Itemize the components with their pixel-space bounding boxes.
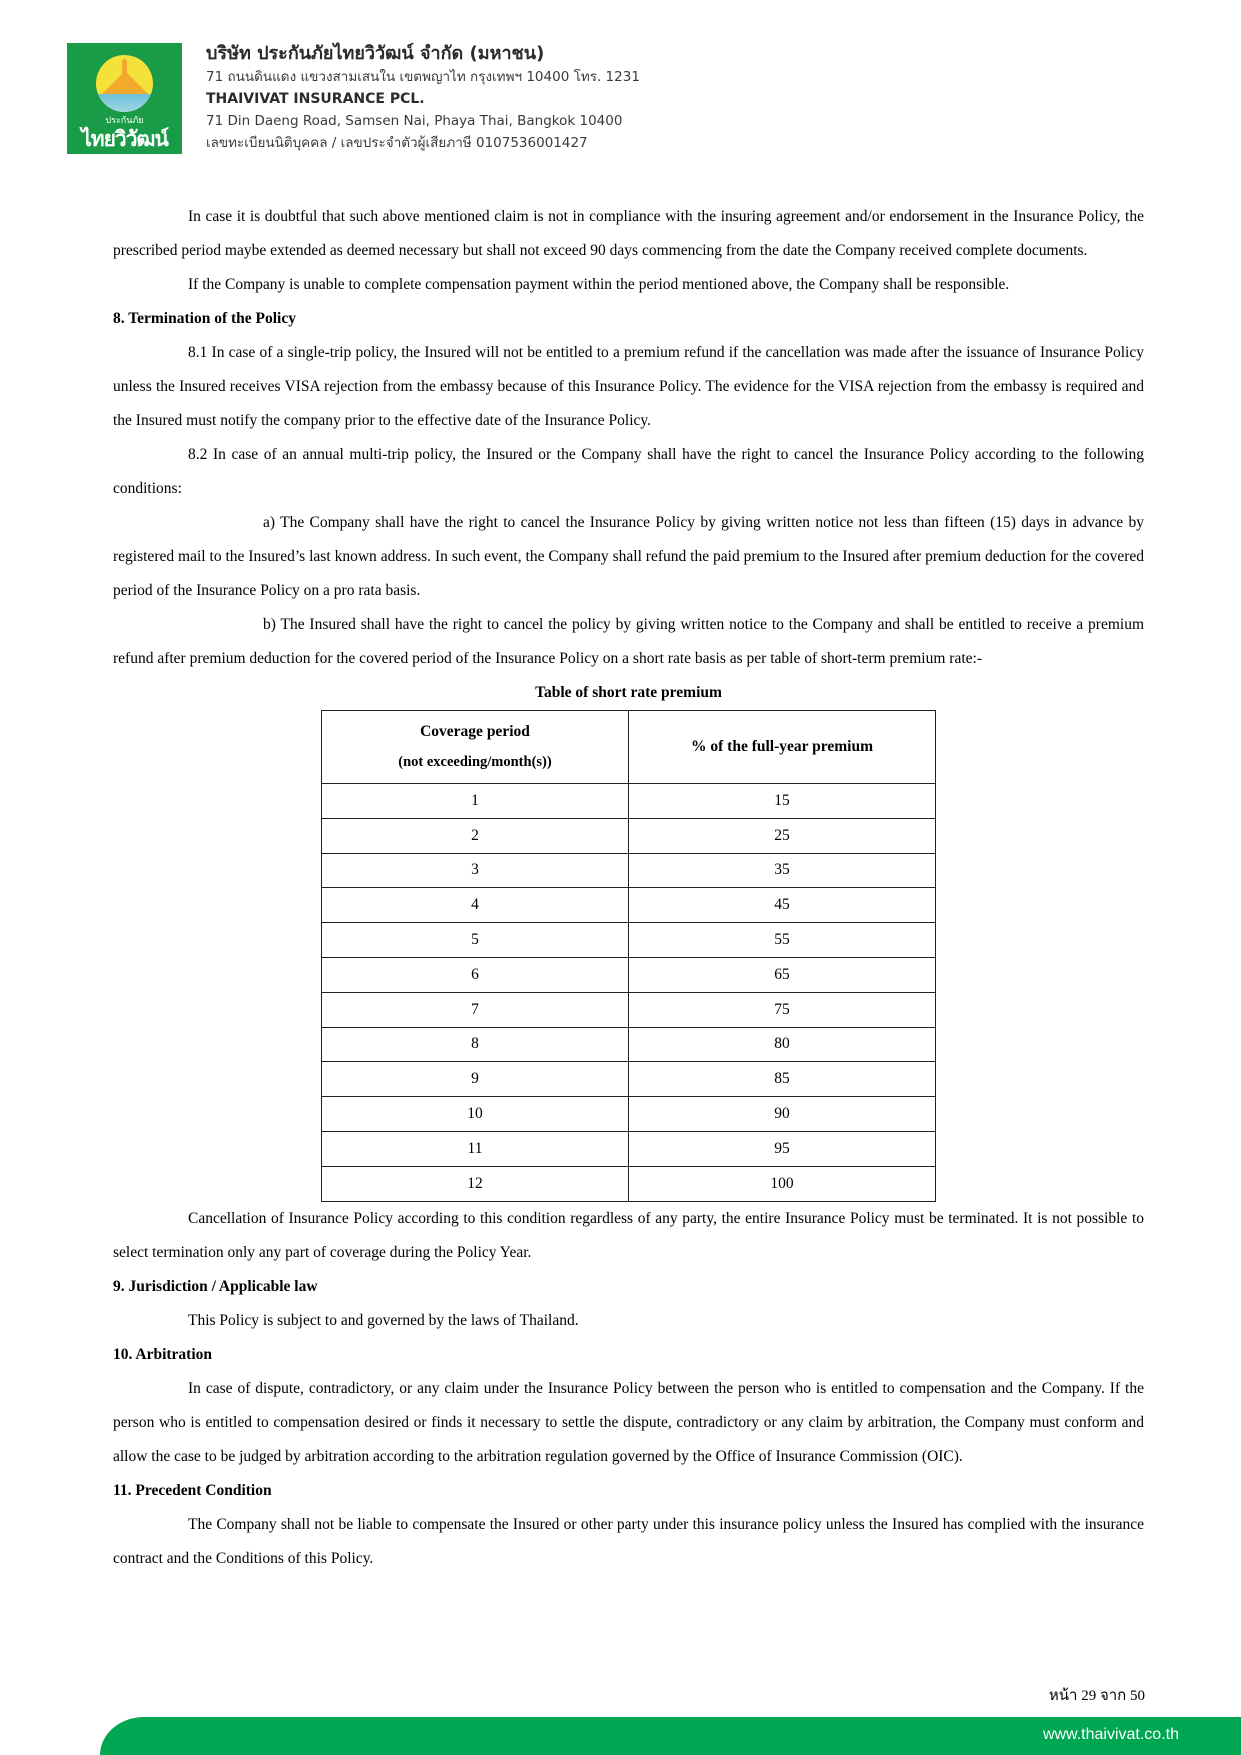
table-row: 11 95 [322, 1131, 936, 1166]
section-11-text: The Company shall not be liable to compensate the Insured or other party under this insurance policy unless the Insured has complied with the insurance contract and the Conditions of this Policy. [113, 1515, 1144, 1567]
document-body [113, 200, 1144, 1576]
table-row: 6 65 [322, 957, 936, 992]
company-logo [67, 43, 182, 154]
logo-big-text: ไทยวิวัฒน์ [81, 127, 168, 151]
section-11-heading: 11. Precedent Condition [113, 1481, 272, 1499]
table-row: 10 90 [322, 1097, 936, 1132]
paragraph-responsibility: If the Company is unable to complete compensation payment within the period mentioned above, the Company shall be responsible. [188, 276, 1010, 293]
section-9-heading: 9. Jurisdiction / Applicable law [113, 1277, 318, 1295]
company-name-english: THAIVIVAT INSURANCE PCL. [206, 91, 425, 107]
sun-temple-icon [96, 55, 153, 112]
table-row: 9 85 [322, 1062, 936, 1097]
page-number: หน้า 29 จาก 50 [1048, 1688, 1145, 1704]
company-name-thai: บริษัท ประกันภัยไทยวิวัฒน์ จำกัด (มหาชน) [206, 43, 545, 64]
address-english: 71 Din Daeng Road, Samsen Nai, Phaya Thai, Bangkok 10400 [206, 113, 623, 129]
tax-id: เลขทะเบียนนิติบุคคล / เลขประจำตัวผู้เสียภาษี 0107536001427 [206, 135, 588, 151]
logo-small-text: ประกันภัย [105, 116, 144, 126]
clause-8-2-a: a) The Company shall have the right to cancel the Insurance Policy by giving written notice not less than fifteen (15) days in advance by registered mail to the Insured’s last known address. In such event, the Company shall refund the paid premium to the Insured after premium deduction for the covered period of the Insurance Policy on a pro rata basis. [113, 514, 1144, 599]
section-9-text: This Policy is subject to and governed by the laws of Thailand. [188, 1311, 579, 1329]
section-8-heading: 8. Termination of the Policy [113, 310, 296, 327]
short-rate-table [321, 710, 936, 1202]
company-letterhead [206, 42, 640, 154]
table-row: 2 25 [322, 818, 936, 853]
column-header-percent: % of the full-year premium [629, 711, 936, 784]
section-10-heading: 10. Arbitration [113, 1345, 213, 1363]
cancellation-note: Cancellation of Insurance Policy according to this condition regardless of any party, the entire Insurance Policy must be terminated. It is not possible to select termination only any part of coverage during the Policy Year. [113, 1209, 1144, 1261]
clause-8-2: 8.2 In case of an annual multi-trip policy, the Insured or the Company shall have the right to cancel the Insurance Policy according to the following conditions: [113, 446, 1144, 497]
address-thai: 71 ถนนดินแดง แขวงสามเสนใน เขตพญาไท กรุงเทพฯ 10400 โทร. 1231 [206, 69, 640, 85]
clause-8-2-b: b) The Insured shall have the right to cancel the policy by giving written notice to the Company and shall be entitled to receive a premium refund after premium deduction for the covered period of the Insurance Policy on a short rate basis as per table of short-term premium rate:- [113, 616, 1144, 667]
table-row: 4 45 [322, 888, 936, 923]
clause-8-1: 8.1 In case of a single-trip policy, the Insured will not be entitled to a premium refund if the cancellation was made after the issuance of Insurance Policy unless the Insured receives VISA rejection from the embassy because of this Insurance Policy. The evidence for the VISA rejection from the embassy is required and the Insured must notify the company prior to the effective date of the Insurance Policy. [113, 344, 1144, 429]
website-link[interactable]: www.thaivivat.co.th [1042, 1726, 1179, 1743]
table-row: 7 75 [322, 992, 936, 1027]
section-10-text: In case of dispute, contradictory, or any claim under the Insurance Policy between the person who is entitled to compensation and the Company. If the person who is entitled to compensation desired or finds it necessary to settle the dispute, contradictory or any claim by arbitration, the Company must conform and allow the case to be judged by arbitration according to the arbitration regulation governed by the Office of Insurance Commission (OIC). [113, 1379, 1144, 1465]
table-row: 12 100 [322, 1166, 936, 1201]
table-row: 1 15 [322, 784, 936, 819]
table-row: 8 80 [322, 1027, 936, 1062]
paragraph-extension: In case it is doubtful that such above mentioned claim is not in compliance with the insuring agreement and/or endorsement in the Insurance Policy, the prescribed period maybe extended as deemed necessary but shall not exceed 90 days commencing from the date the Company received complete documents. [113, 208, 1144, 259]
table-row: 5 55 [322, 923, 936, 958]
column-header-period: Coverage period (not exceeding/month(s)) [322, 711, 629, 784]
table-title: Table of short rate premium [535, 684, 722, 701]
table-row: 3 35 [322, 853, 936, 888]
table-header-row [322, 711, 936, 784]
